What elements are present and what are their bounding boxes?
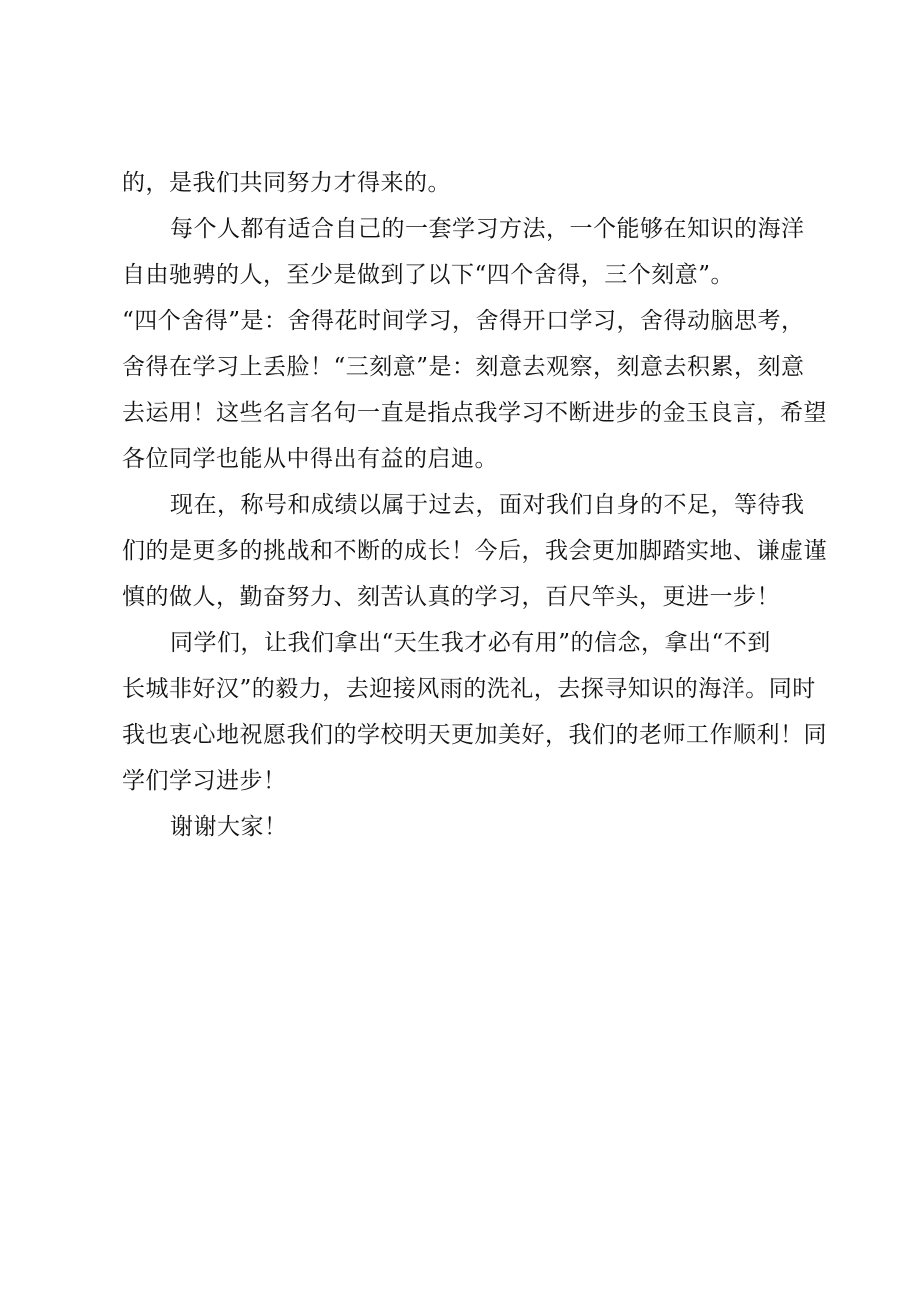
text-line: 们的是更多的挑战和不断的成长！今后，我会更加脚踏实地、谦虚谨 — [122, 538, 827, 564]
text-line: 去运用！这些名言名句一直是指点我学习不断进步的金玉良言，希望 — [122, 400, 827, 426]
closing-line: 谢谢大家！ — [170, 814, 288, 840]
text-line: 自由驰骋的人，至少是做到了以下“四个舍得，三个刻意”。 — [122, 262, 735, 288]
text-line: 长城非好汉”的毅力，去迎接风雨的洗礼，去探寻知识的海洋。同时 — [122, 676, 816, 702]
text-line: 慎的做人，勤奋努力、刻苦认真的学习，百尺竿头，更进一步！ — [122, 584, 780, 610]
text-line: 各位同学也能从中得出有益的启迪。 — [122, 446, 498, 472]
text-line: 同学们，让我们拿出“天生我才必有用”的信念，拿出“不到 — [170, 630, 771, 656]
text-line: 舍得在学习上丢脸！“三刻意”是：刻意去观察，刻意去积累，刻意 — [122, 354, 805, 380]
text-line: 的，是我们共同努力才得来的。 — [122, 170, 451, 196]
text-line: “四个舍得”是：舍得花时间学习，舍得开口学习，舍得动脑思考， — [122, 308, 805, 334]
text-line: 学们学习进步！ — [122, 768, 287, 794]
speech-body — [122, 160, 827, 850]
text-line: 每个人都有适合自己的一套学习方法，一个能够在知识的海洋 — [170, 216, 805, 242]
text-line: 我也衷心地祝愿我们的学校明天更加美好，我们的老师工作顺利！同 — [122, 722, 827, 748]
text-line: 现在，称号和成绩以属于过去，面对我们自身的不足，等待我 — [170, 492, 805, 518]
